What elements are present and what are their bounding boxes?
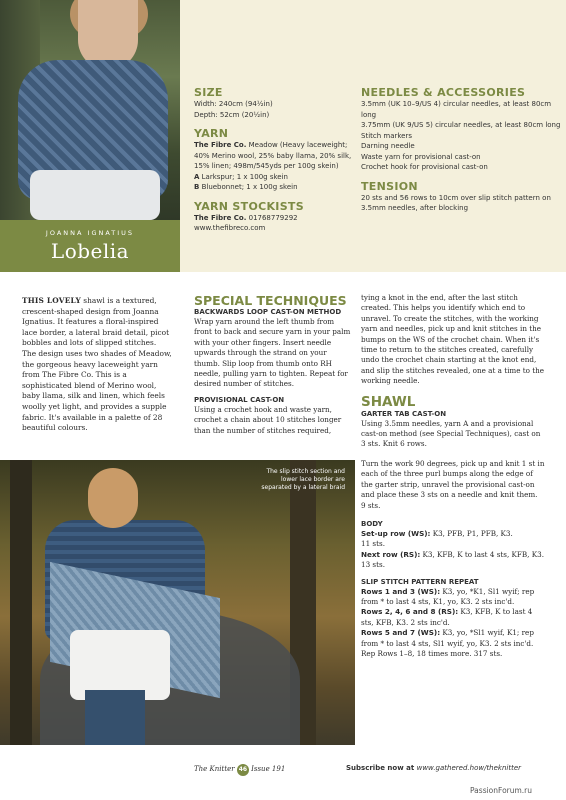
next-row: Next row (RS): K3, KFB, K to last 4 sts, KFB, K3. 13 sts. bbox=[361, 549, 544, 570]
stockists-heading: YARN STOCKISTS bbox=[194, 199, 304, 213]
page-footer bbox=[194, 764, 554, 776]
shawl-heading: SHAWL bbox=[361, 393, 416, 410]
needles-item: Stitch markers bbox=[361, 131, 413, 140]
slip-stitch-heading: SLIP STITCH PATTERN REPEAT bbox=[361, 577, 479, 586]
photo-caption: The slip stitch section and lower lace border are separated by a lateral braid bbox=[261, 468, 345, 492]
title-band bbox=[0, 220, 180, 272]
yarn-description: The Fibre Co. Meadow (Heavy laceweight; 40% Merino wool, 25% baby llama, 20% silk, 15% linen; 498m/545yds per 100g skein) bbox=[194, 141, 352, 170]
special-techniques-heading: SPECIAL TECHNIQUES bbox=[194, 293, 347, 308]
instructions-column bbox=[361, 293, 546, 659]
pattern-title: Lobelia bbox=[50, 239, 130, 263]
tension-heading: TENSION bbox=[361, 179, 418, 193]
needles-heading: NEEDLES & ACCESSORIES bbox=[361, 86, 526, 99]
backwards-loop-text: Wrap yarn around the left thumb from front to back and secure yarn in your palm with your other fingers. Insert needle upwards through the strand on your thumb. Slip loop from thumb onto RH needle, pulling yarn to tighten. Repeat for desired number of stitches. bbox=[194, 317, 351, 389]
needles-item: Waste yarn for provisional cast-on bbox=[361, 152, 481, 161]
yarn-heading: YARN bbox=[194, 127, 229, 140]
yarn-b: B Bluebonnet; 1 x 100g skein bbox=[194, 183, 298, 191]
needles-item: 3.75mm (UK 9/US 5) circular needles, at least 80cm long bbox=[361, 121, 561, 129]
size-heading: SIZE bbox=[194, 86, 223, 99]
subscribe-text: Subscribe now at www.gathered.how/theknitter bbox=[346, 764, 522, 772]
rows-1-3: Rows 1 and 3 (WS): K3, yo, *K1, Sl1 wyif; rep from * to last 4 sts, K1, yo, K3. 2 sts inc'd. bbox=[361, 586, 535, 606]
watermark: PassionForum.ru bbox=[470, 786, 533, 795]
setup-row: Set-up row (WS): K3, PFB, P1, PFB, K3. bbox=[361, 528, 513, 538]
stockist-contact: The Fibre Co. 01768779292 bbox=[194, 213, 298, 222]
backwards-loop-heading: BACKWARDS LOOP CAST-ON METHOD bbox=[194, 308, 342, 316]
issue-number: Issue 191 bbox=[251, 765, 286, 773]
size-depth: Depth: 52cm (20½in) bbox=[194, 110, 270, 119]
intro-paragraph: THIS LOVELY shawl is a textured, crescent-shaped design from Joanna Ignatius. It features a floral-inspired lace border, a lateral braid detail, picot bobbles and lots of slipped stitches. The design uses two shades of Meadow, the gorgeous heavy laceweight yarn from The Fibre Co. This is a sophisticated blend of Merino wool, baby llama, silk and linen, which feels woolly yet light, and provides a supple fabric. It's available in a palette of 28 beautiful colours. bbox=[22, 296, 172, 433]
provisional-continued: tying a knot in the end, after the last stitch created. This helps you identify which end to unravel. To create the stitches, with the working yarn and needles, pick up and knit stitches in the bumps on the WS of the crochet chain. When it's time to return to the stitches created, carefully undo the crochet chain starting at the knot end, and slip the stitches revealed, one at a time to the working needle. bbox=[361, 293, 545, 386]
shawl-photo-bottom bbox=[0, 460, 355, 745]
needles-item: Crochet hook for provisional cast-on bbox=[361, 163, 488, 171]
special-techniques-column bbox=[194, 293, 354, 436]
repeat-text: Rep Rows 1–8, 18 times more. 317 sts. bbox=[361, 648, 503, 658]
yarn-a: A Larkspur; 1 x 100g skein bbox=[194, 172, 288, 181]
needles-item: 3.5mm (UK 10–9/US 4) circular needles, at least 80cm long bbox=[361, 100, 552, 119]
info-panel bbox=[180, 0, 566, 272]
size-width: Width: 240cm (94½in) bbox=[194, 100, 273, 108]
body-heading: BODY bbox=[361, 519, 383, 528]
provisional-heading: PROVISIONAL CAST-ON bbox=[194, 395, 285, 404]
needles-item: Darning needle bbox=[361, 142, 415, 150]
stitch-count: 11 sts. bbox=[361, 539, 385, 549]
garter-tab-text: Using 3.5mm needles, yarn A and a provisional cast-on method (see Special Techniques), cast on 3 sts. Knit 6 rows. bbox=[361, 418, 541, 449]
garter-tab-heading: GARTER TAB CAST-ON bbox=[361, 409, 447, 418]
rows-5-7: Rows 5 and 7 (WS): K3, yo, *Sl1 wyif, K1; rep from * to last 4 sts, Sl1 wyif, yo, K3. 2 sts inc'd. bbox=[361, 628, 534, 648]
tension-text: 20 sts and 56 rows to 10cm over slip stitch pattern on 3.5mm needles, after blocking bbox=[361, 193, 551, 212]
designer-name: JOANNA IGNATIUS bbox=[45, 229, 135, 237]
page-number: 46 bbox=[237, 764, 249, 776]
stitch-count: 9 sts. bbox=[361, 500, 381, 510]
magazine-name: The Knitter bbox=[194, 765, 235, 773]
turn-work-text: Turn the work 90 degrees, pick up and knit 1 st in each of the three purl bumps along the edge of the garter strip, unravel the provisional cast-on and place these 3 sts on a needle and knit them. bbox=[361, 458, 545, 500]
provisional-text: Using a crochet hook and waste yarn, crochet a chain about 10 stitches longer than the number of stitches required, bbox=[194, 404, 342, 435]
subscribe-link[interactable]: www.gathered.how/theknitter bbox=[416, 764, 522, 772]
stockist-url: www.thefibreco.com bbox=[194, 224, 266, 232]
shawl-photo-top bbox=[0, 0, 180, 220]
rows-2-4-6-8: Rows 2, 4, 6 and 8 (RS): K3, KFB, K to last 4 sts, KFB, K3. 2 sts inc'd. bbox=[361, 607, 533, 627]
